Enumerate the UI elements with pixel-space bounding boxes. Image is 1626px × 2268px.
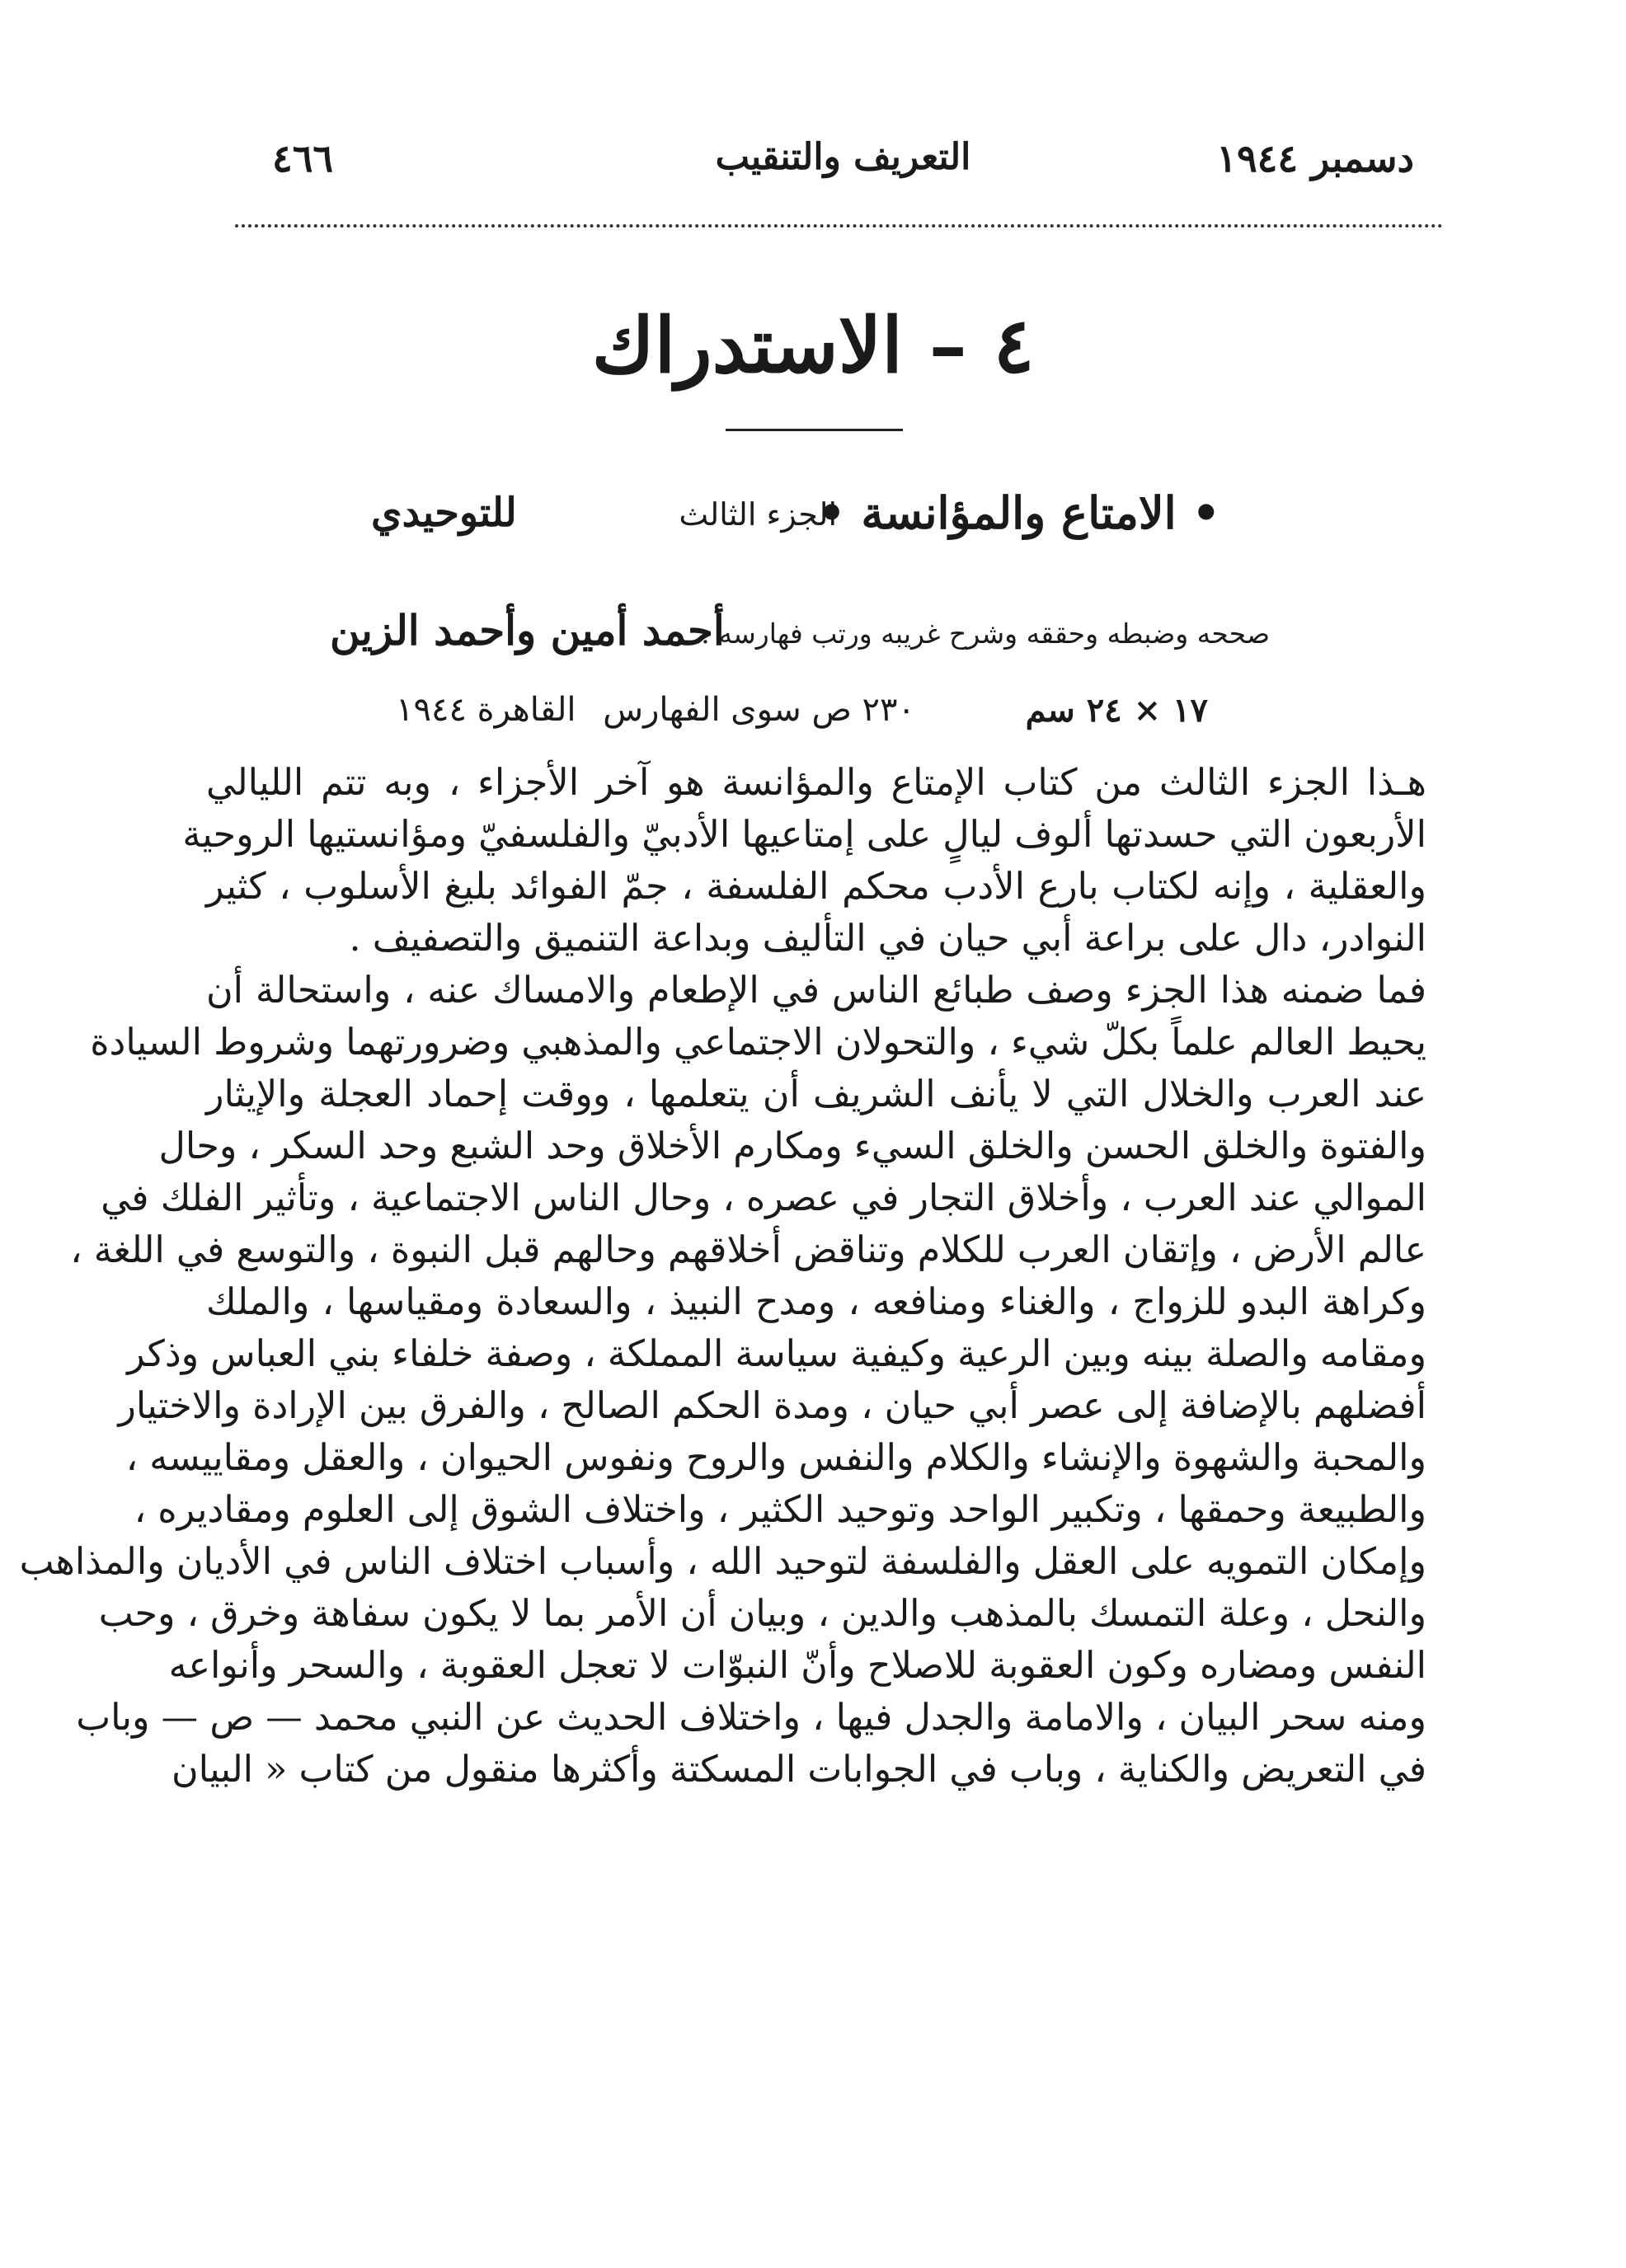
body-line: وكراهة البدو للزواج ، والغناء ومنافعه ، ومدح النبيذ ، والسعادة ومقياسها ، والملك [206,1281,1426,1323]
book-size: ١٧ × ٢٤ سم [1025,691,1208,730]
body-line: عالم الأرض ، وإتقان العرب للكلام وتناقض أخلاقهم وحالهم قبل النبوة ، والتوسع في اللغة ، [70,1229,1426,1271]
publication-details [396,691,1208,740]
body-line: والنحل ، وعلة التمسك بالمذهب والدين ، وبيان أن الأمر بما لا يكون سفاهة وخرق ، وحب [98,1593,1426,1635]
body-line: عند العرب والخلال التي لا يأنف الشريف أن يتعلمها ، ووقت إحماد العجلة والإيثار [206,1073,1426,1115]
body-line: فما ضمنه هذا الجزء وصف طبائع الناس في الإطعام والامساك عنه ، واستحالة أن [206,970,1426,1012]
body-line: الأربعون التي حسدتها ألوف ليالٍ على إمتاعيها الأدبيّ والفلسفيّ ومؤانستيها الروحية [182,814,1426,856]
body-line: ومنه سحر البيان ، والامامة والجدل فيها ، واختلاف الحديث عن النبي محمد — ص — وباب [76,1697,1426,1739]
body-line: النوادر، دال على براعة أبي حيان في التأليف وبداعة التنميق والتصفيف . [349,918,1426,960]
book-title: • الامتاع والمؤانسة • [817,486,1220,539]
body-line: يحيط العالم علماً بكلّ شيء ، والتحولان الاجتماعي والمذهبي وضرورتهما وشروط السيادة [90,1021,1426,1064]
running-header [272,136,1414,194]
body-line: النفس ومضاره وكون العقوبة للاصلاح وأنّ النبوّات لا تعجل العقوبة ، والسحر وأنواعه [168,1645,1426,1687]
body-line: هـذا الجزء الثالث من كتاب الإمتاع والمؤانسة هو آخر الأجزاء ، وبه تتم الليالي [206,762,1426,804]
section-title: ٤ – الاستدراك [591,301,1035,390]
editors-info [330,606,1270,664]
header-divider [235,224,1443,228]
place-year: القاهرة ١٩٤٤ [396,691,576,729]
page-number: ٤٦٦ [272,136,334,181]
body-line: ومقامه والصلة بينه وبين الرعية وكيفية سياسة المملكة ، وصفة خلفاء بني العباس وذكر [127,1333,1426,1375]
article-body [19,757,1426,1796]
book-part: الجزء الثالث [679,496,837,533]
header-title: التعريف والتنقيب [715,136,971,178]
body-line: وإمكان التمويه على العقل والفلسفة لتوحيد الله ، وأسباب اختلاف الناس في الأديان والمذاهب [19,1541,1426,1583]
book-info [371,486,1220,552]
editors-prefix: صححه وضبطه وحققه وشرح غريبه ورتب فهارسه : [700,617,1270,650]
body-line: والفتوة والخلق الحسن والخلق السيء ومكارم الأخلاق وحد الشبع وحد السكر ، وحال [158,1125,1426,1167]
editors-names: أحمد أمين وأحمد الزين [330,606,725,655]
body-line: أفضلهم بالإضافة إلى عصر أبي حيان ، ومدة الحكم الصالح ، والفرق بين الإرادة والاختيار [118,1385,1426,1427]
title-divider [726,429,903,431]
body-line: والمحبة والشهوة والإنشاء والكلام والنفس والروح ونفوس الحيوان ، والعقل ومقاييسه ، [125,1437,1426,1479]
body-line: والطبيعة وحمقها ، وتكبير الواحد وتوحيد الكثير ، واختلاف الشوق إلى العلوم ومقاديره ، [134,1489,1426,1531]
body-line: في التعريض والكناية ، وباب في الجوابات المسكتة وأكثرها منقول من كتاب « البيان [172,1749,1426,1791]
page-count: ٢٣٠ ص سوى الفهارس [603,691,915,729]
header-date: دسمبر ١٩٤٤ [1216,136,1414,181]
book-author: للتوحيدي [371,490,517,536]
body-line: والعقلية ، وإنه لكتاب بارع الأدب محكم الفلسفة ، جمّ الفوائد بليغ الأسلوب ، كثير [206,866,1426,908]
body-line: الموالي عند العرب ، وأخلاق التجار في عصره ، وحال الناس الاجتماعية ، وتأثير الفلك في [101,1177,1426,1219]
